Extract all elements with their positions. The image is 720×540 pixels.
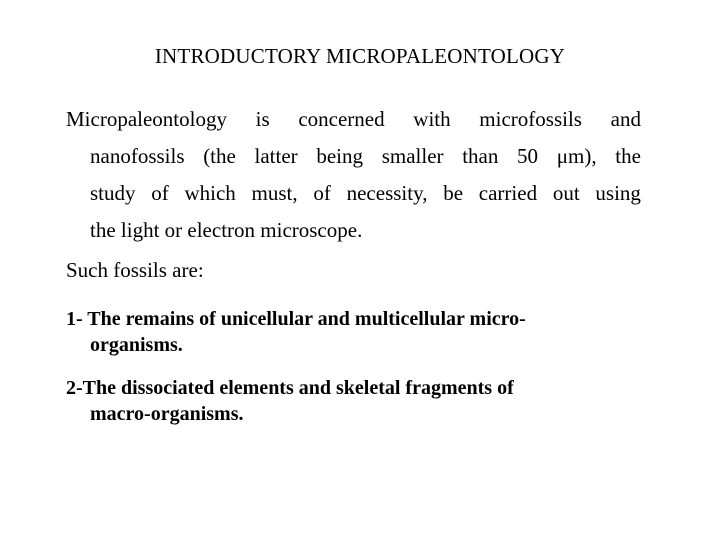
intro-last-line: the light or electron microscope. [90, 218, 363, 242]
page-title: INTRODUCTORY MICROPALEONTOLOGY [154, 44, 566, 68]
intro-word: of [313, 181, 331, 205]
intro-line-4 [66, 212, 641, 249]
intro-word: which [184, 181, 236, 205]
intro-word: (the [203, 144, 236, 168]
intro-word: 50 [517, 144, 539, 168]
intro-word: carried [478, 181, 538, 205]
intro-word: must, [251, 181, 298, 205]
list-item-continuation: organisms. [90, 334, 183, 356]
list-item [66, 375, 646, 427]
intro-word: with [413, 107, 451, 131]
intro-word: μm), [556, 144, 597, 168]
intro-word: study [90, 181, 136, 205]
intro-word: out [552, 181, 580, 205]
intro-word: being [316, 144, 364, 168]
intro-word: the [615, 144, 641, 168]
intro-word: Micropaleontology [66, 107, 227, 131]
intro-word: smaller [381, 144, 444, 168]
list-item-continuation: macro-organisms. [90, 403, 244, 425]
list-item-line: 2-The dissociated elements and skeletal fragments of [66, 377, 514, 399]
list-item [66, 306, 646, 358]
intro-word: is [255, 107, 270, 131]
intro-word: concerned [298, 107, 385, 131]
intro-word: using [595, 181, 641, 205]
intro-paragraph [66, 101, 641, 249]
intro-word: latter [254, 144, 298, 168]
list-item-line: 1- The remains of unicellular and multicellular micro- [66, 308, 526, 330]
intro-word: microfossils [479, 107, 582, 131]
intro-line-3 [66, 175, 641, 212]
intro-word: necessity, [346, 181, 428, 205]
intro-word: and [610, 107, 641, 131]
intro-word: be [443, 181, 464, 205]
intro-word: than [462, 144, 499, 168]
intro-word: of [151, 181, 169, 205]
intro-word: nanofossils [90, 144, 185, 168]
intro-line-1 [66, 101, 641, 138]
list-heading: Such fossils are: [66, 258, 204, 282]
intro-line-2 [66, 138, 641, 175]
